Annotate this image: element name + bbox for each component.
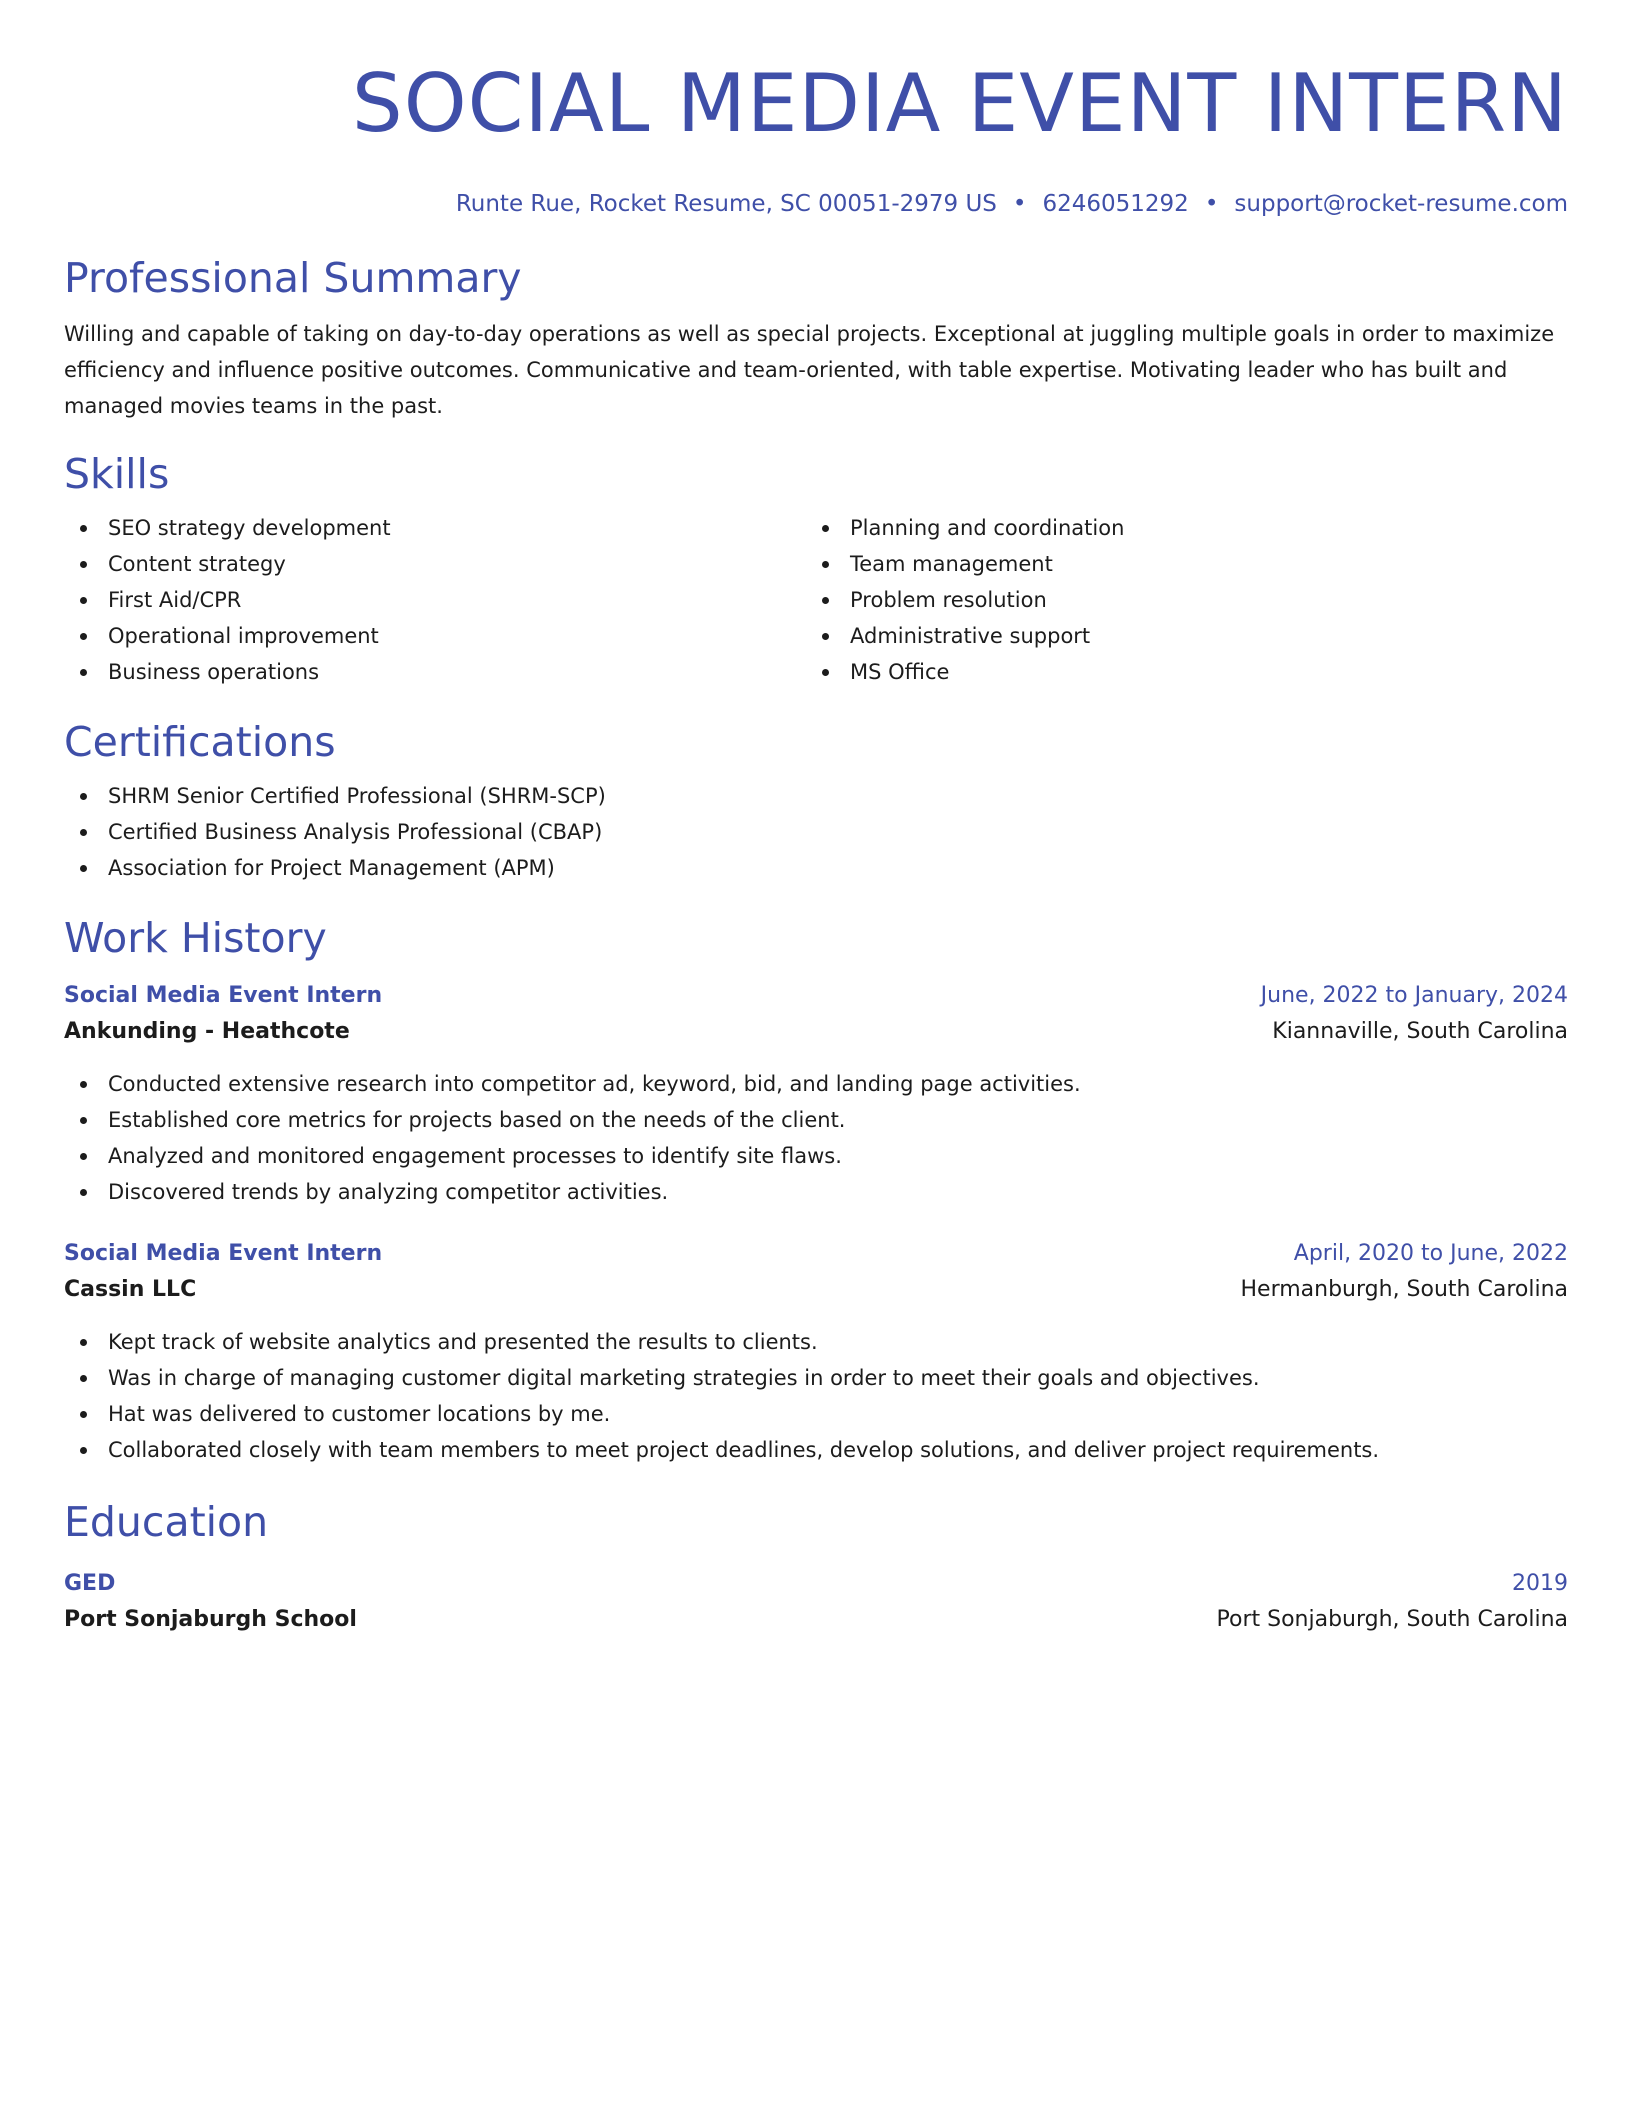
education-school: Port Sonjaburgh School	[64, 1607, 357, 1632]
contact-address: Runte Rue, Rocket Resume, SC 00051-2979 US	[455, 191, 997, 217]
contact-separator: •	[1204, 191, 1219, 217]
contact-separator: •	[1012, 191, 1027, 217]
education-entry	[64, 1566, 1568, 1638]
contact-phone: 6246051292	[1042, 191, 1189, 217]
job-entry	[64, 978, 1568, 1210]
job-company: Ankunding - Heathcote	[64, 1019, 350, 1044]
contact-email[interactable]: support@rocket-resume.com	[1234, 191, 1568, 217]
job-bullet: Established core metrics for projects based on the needs of the client.	[64, 1102, 1568, 1138]
summary-heading: Professional Summary	[64, 254, 522, 302]
job-subheader	[64, 1014, 1568, 1050]
contact-line	[64, 190, 1568, 218]
certification-item: Certified Business Analysis Professional (CBAP)	[64, 814, 1568, 850]
job-title: Social Media Event Intern	[64, 983, 383, 1008]
job-location: Hermanburgh, South Carolina	[1240, 1277, 1568, 1302]
education-header	[64, 1566, 1568, 1602]
certification-item: Association for Project Management (APM)	[64, 850, 1568, 886]
summary-section	[64, 254, 1568, 424]
job-entry	[64, 1236, 1568, 1468]
job-subheader	[64, 1272, 1568, 1308]
summary-text: Willing and capable of taking on day-to-day operations as well as special projects. Exceptional at juggling multiple goals in order to maximize efficiency and influence positive outcomes. Communicative and team-oriented, with table expertise. Motivating leader who has built and managed movies teams in the past.	[64, 322, 1555, 418]
job-bullet: Conducted extensive research into competitor ad, keyword, bid, and landing page activities.	[64, 1066, 1568, 1102]
job-bullet: Analyzed and monitored engagement processes to identify site flaws.	[64, 1138, 1568, 1174]
job-bullet: Hat was delivered to customer locations by me.	[64, 1396, 1568, 1432]
job-header	[64, 1236, 1568, 1272]
skill-item: MS Office	[806, 654, 1548, 690]
education-heading: Education	[64, 1498, 269, 1546]
resume-name: SOCIAL MEDIA EVENT INTERN	[351, 57, 1568, 150]
job-bullet: Discovered trends by analyzing competitor activities.	[64, 1174, 1568, 1210]
skill-item: Team management	[806, 546, 1548, 582]
skills-heading: Skills	[64, 450, 170, 498]
skills-section	[64, 450, 1568, 690]
skill-item: Content strategy	[64, 546, 806, 582]
job-title: Social Media Event Intern	[64, 1241, 383, 1266]
skill-item: First Aid/CPR	[64, 582, 806, 618]
skill-item: Business operations	[64, 654, 806, 690]
job-dates: April, 2020 to June, 2022	[1293, 1241, 1568, 1266]
skill-item: Planning and coordination	[806, 510, 1548, 546]
education-subheader	[64, 1602, 1568, 1638]
work-history-heading: Work History	[64, 914, 327, 962]
job-company: Cassin LLC	[64, 1277, 197, 1302]
skills-columns	[64, 510, 1568, 690]
job-bullet: Kept track of website analytics and presented the results to clients.	[64, 1324, 1568, 1360]
resume-page	[64, 56, 1568, 1638]
job-bullet: Collaborated closely with team members to meet project deadlines, develop solutions, and deliver project requirements.	[64, 1432, 1568, 1468]
skills-column-right	[806, 510, 1548, 690]
skill-item: Administrative support	[806, 618, 1548, 654]
certifications-heading: Certifications	[64, 718, 336, 766]
job-location: Kiannaville, South Carolina	[1272, 1019, 1568, 1044]
education-degree: GED	[64, 1571, 116, 1596]
skill-item: SEO strategy development	[64, 510, 806, 546]
work-history-section	[64, 914, 1568, 1468]
education-section	[64, 1498, 1568, 1638]
job-bullet: Was in charge of managing customer digital marketing strategies in order to meet their goals and objectives.	[64, 1360, 1568, 1396]
job-header	[64, 978, 1568, 1014]
skill-item: Problem resolution	[806, 582, 1548, 618]
job-dates: June, 2022 to January, 2024	[1260, 983, 1568, 1008]
skill-item: Operational improvement	[64, 618, 806, 654]
skills-column-left	[64, 510, 806, 690]
certifications-section	[64, 718, 1568, 886]
education-year: 2019	[1512, 1571, 1568, 1596]
education-location: Port Sonjaburgh, South Carolina	[1216, 1607, 1568, 1632]
certification-item: SHRM Senior Certified Professional (SHRM-SCP)	[64, 778, 1568, 814]
